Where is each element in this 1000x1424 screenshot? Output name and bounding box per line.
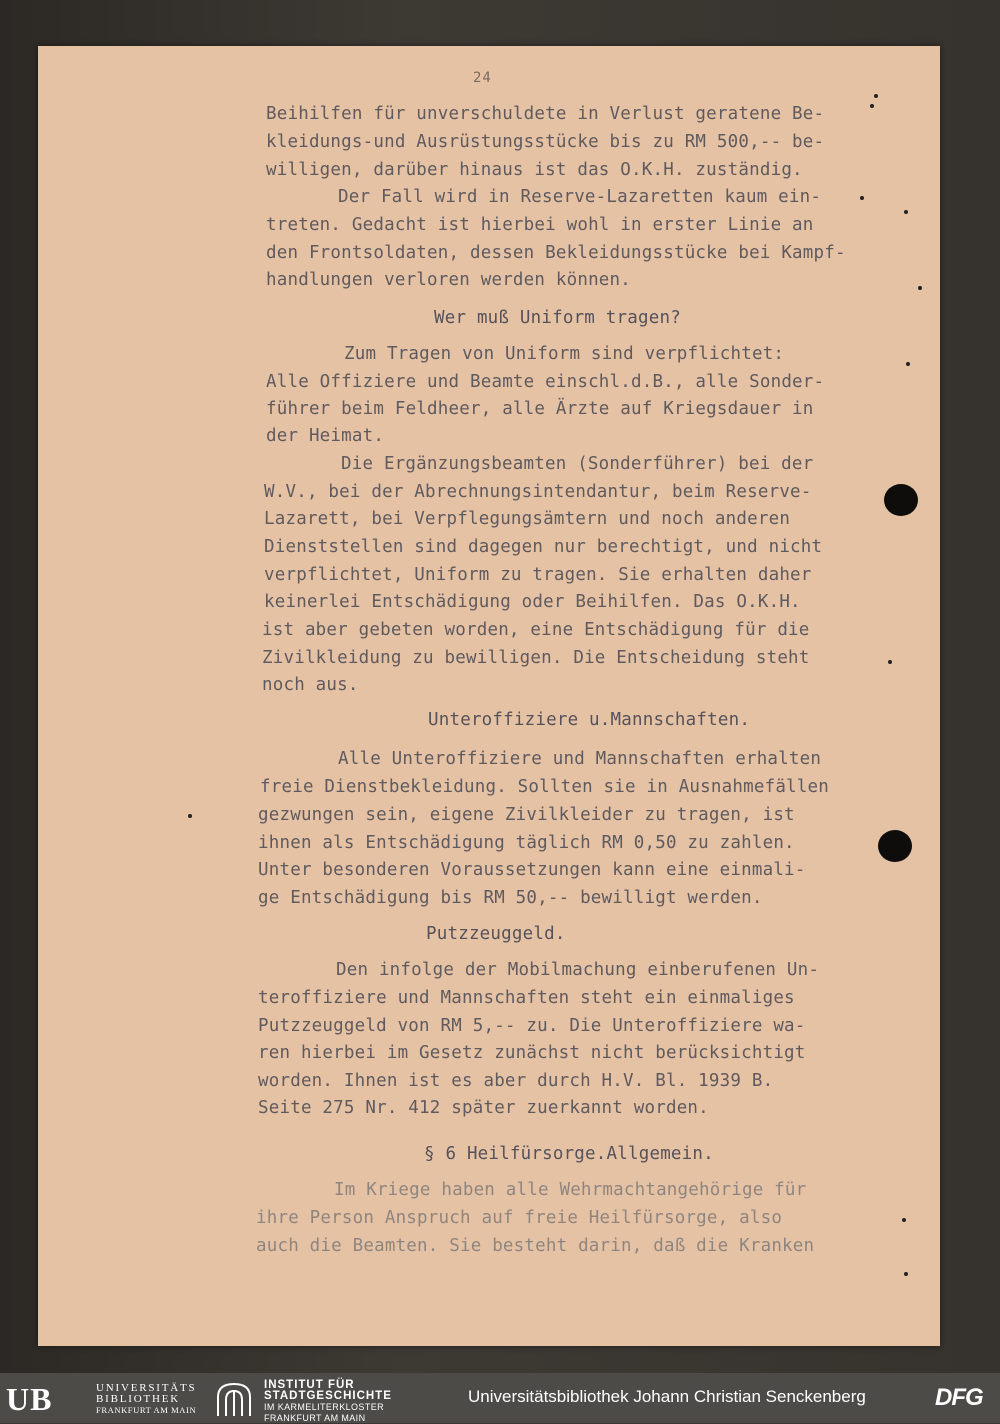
text-line: Putzzeuggeld von RM 5,-- zu. Die Unteroffiziere wa-: [258, 1016, 806, 1036]
page-number: 24: [473, 70, 492, 86]
section-heading: Unteroffiziere u.Mannschaften.: [428, 710, 751, 730]
text-line: handlungen verloren werden können.: [266, 270, 632, 290]
text-line: worden. Ihnen ist es aber durch H.V. Bl. 1939 B.: [258, 1071, 774, 1091]
text-line: ist aber gebeten worden, eine Entschädigung für die: [262, 620, 810, 640]
isg-line: IM KARMELITERKLOSTER: [264, 1402, 385, 1412]
text-line: Der Fall wird in Reserve-Lazaretten kaum ein-: [338, 187, 822, 207]
ub-logo-text: [96, 1383, 196, 1416]
paper-speck: [888, 660, 892, 664]
paper-speck: [902, 1218, 906, 1222]
paper-speck: [906, 362, 910, 366]
text-line: Die Ergänzungsbeamten (Sonderführer) bei der: [341, 454, 814, 474]
text-line: Alle Offiziere und Beamte einschl.d.B., alle Sonder-: [266, 372, 825, 392]
text-line: Den infolge der Mobilmachung einberufenen Un-: [336, 960, 820, 980]
paper-speck: [188, 814, 192, 818]
text-line: ren hierbei im Gesetz zunächst nicht berücksichtigt: [258, 1043, 806, 1063]
text-line: Alle Unteroffiziere und Mannschaften erhalten: [338, 749, 822, 769]
ub-line: UNIVERSITÄTS: [96, 1382, 197, 1394]
text-line: Im Kriege haben alle Wehrmachtangehörige für: [334, 1180, 807, 1200]
text-line: noch aus.: [262, 675, 359, 695]
church-arch-icon: [215, 1381, 253, 1417]
section-heading: Putzzeuggeld.: [426, 924, 566, 944]
text-line: ihnen als Entschädigung täglich RM 0,50 zu zahlen.: [258, 833, 795, 853]
text-line: Beihilfen für unverschuldete in Verlust geratene Be-: [266, 104, 825, 124]
text-line: willigen, darüber hinaus ist das O.K.H. zuständig.: [266, 160, 803, 180]
section-heading: Wer muß Uniform tragen?: [434, 308, 681, 328]
isg-line: FRANKFURT AM MAIN: [264, 1413, 366, 1423]
text-line: kleidungs-und Ausrüstungsstücke bis zu RM 500,-- be-: [266, 132, 825, 152]
paper-speck: [860, 196, 864, 200]
ub-line: FRANKFURT AM MAIN: [96, 1405, 197, 1415]
text-line: Unter besonderen Voraussetzungen kann eine einmali-: [258, 860, 806, 880]
footer-bar: [0, 1373, 1000, 1423]
text-line: der Heimat.: [266, 426, 385, 446]
text-line: auch die Beamten. Sie besteht darin, daß die Kranken: [256, 1236, 815, 1256]
paper-speck: [870, 104, 874, 108]
library-name: Universitätsbibliothek Johann Christian Senckenberg: [468, 1387, 866, 1406]
punch-hole: [878, 830, 912, 862]
text-line: Lazarett, bei Verpflegungsämtern und noch anderen: [264, 509, 791, 529]
text-line: ihre Person Anspruch auf freie Heilfürsorge, also: [256, 1208, 783, 1228]
text-line: verpflichtet, Uniform zu tragen. Sie erhalten daher: [264, 565, 812, 585]
text-line: führer beim Feldheer, alle Ärzte auf Kriegsdauer in: [266, 399, 814, 419]
paper-speck: [874, 94, 878, 98]
isg-line: STADTGESCHICHTE: [264, 1390, 392, 1402]
punch-hole: [884, 484, 918, 516]
isg-logo-text: [264, 1380, 392, 1424]
ub-logo: UB: [6, 1381, 53, 1417]
text-line: Dienststellen sind dagegen nur berechtigt, und nicht: [264, 537, 823, 557]
text-line: Zivilkleidung zu bewilligen. Die Entscheidung steht: [262, 648, 810, 668]
paper-speck: [918, 286, 922, 290]
text-line: teroffiziere und Mannschaften steht ein einmaliges: [258, 988, 795, 1008]
paper-speck: [904, 1272, 908, 1276]
text-line: keinerlei Entschädigung oder Beihilfen. Das O.K.H.: [264, 592, 801, 612]
isg-line: INSTITUT FÜR: [264, 1379, 355, 1391]
text-line: W.V., bei der Abrechnungsintendantur, beim Reserve-: [264, 482, 812, 502]
text-line: freie Dienstbekleidung. Sollten sie in Ausnahmefällen: [260, 777, 830, 797]
document-page: [38, 46, 940, 1346]
text-line: ge Entschädigung bis RM 50,-- bewilligt werden.: [258, 888, 763, 908]
section-heading: § 6 Heilfürsorge.Allgemein.: [424, 1144, 714, 1164]
ub-line: BIBLIOTHEK: [96, 1393, 180, 1405]
text-line: gezwungen sein, eigene Zivilkleider zu tragen, ist: [258, 805, 795, 825]
paper-speck: [904, 210, 908, 214]
text-line: treten. Gedacht ist hierbei wohl in erster Linie an: [266, 215, 814, 235]
text-line: den Frontsoldaten, dessen Bekleidungsstücke bei Kampf-: [266, 243, 846, 263]
dfg-logo: DFG: [935, 1384, 983, 1411]
text-line: Seite 275 Nr. 412 später zuerkannt worden.: [258, 1098, 709, 1118]
text-line: Zum Tragen von Uniform sind verpflichtet:: [344, 344, 785, 364]
